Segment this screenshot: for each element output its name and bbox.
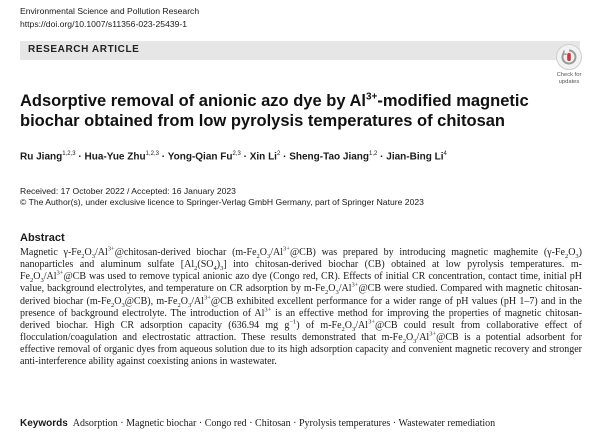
- author-affiliation: 4: [443, 151, 447, 157]
- author-affiliation: 2,3: [232, 151, 241, 157]
- received-accepted-dates: Received: 17 October 2022 / Accepted: 16 January 2023: [20, 186, 236, 196]
- keyword-list: [73, 418, 495, 429]
- author-name[interactable]: Ru Jiang: [20, 151, 63, 163]
- author-affiliation: 1,2: [369, 151, 378, 157]
- author-separator: ·: [377, 151, 387, 163]
- author-affiliation: 2: [276, 151, 281, 157]
- check-for-updates-line1: Check for: [556, 72, 582, 78]
- doi-link[interactable]: https://doi.org/10.1007/s11356-023-25439-1: [20, 19, 188, 29]
- keyword-separator: ·: [117, 418, 127, 429]
- author-affiliation: 1,2,3: [62, 151, 76, 157]
- abstract-heading: Abstract: [20, 232, 65, 244]
- keyword: Adsorption: [72, 418, 118, 429]
- keyword-separator: ·: [196, 418, 205, 429]
- title-part-1: Adsorptive removal of anionic azo dye by Al: [20, 92, 366, 110]
- author-separator: ·: [240, 151, 250, 163]
- author-name[interactable]: Xin Li: [249, 151, 277, 163]
- check-for-updates-icon: [556, 44, 582, 70]
- abstract-text: Magnetic $\gamma-Fe_2O_3/Al^{3+}@chitosan$-derived biochar $(m-Fe_2O_3/Al^{3+}@CB)$ was prepared by introducing magnetic maghemite $(\gamma-Fe_2O_3)$ nanoparticles and aluminum sulfate $[Al_2(SO_4)_3]$ into chitosan-derived biochar (CB) obtained at low pyrolysis temperatures. $m-Fe_2O_3/Al^{3+}@CB$ was used to remove typical anionic azo dye (Congo red, CR). Effects of initial CR concentration, contact time, initial pH value, background electrolytes, and temperature on CR adsorption by $m-Fe_2O_3/Al^{3+}@CB$ were studied. Compared with magnetic chitosan-derived biochar $(m-Fe_2O_3@CB)$, $m-Fe_2O_3/Al^{3+}@CB$ exhibited excellent performance for a wider range of pH values (pH 1–7) and in the presence of background electrolyte. The introduction of $Al^{3+}$ is an effective method for improving the properties of magnetic chitosan-derived biochar. High CR adsorption capacity (636.94 mg $g^{-1}$) of $m-Fe_2O_3/Al^{3+}@CB$ could result from collaborative effect of flocculation/coagulation and electrostatic attraction. These results demonstrated that $m-Fe_2O_3/Al^{3+}@CB$ is a potential adsorbent for effective removal of organic dyes from aqueous solution due to its high adsorption capacity and convenient magnetic recovery and stronger anti-interference ability against coexisting anions in wastewater.: [20, 245, 583, 368]
- author-name[interactable]: Yong-Qian Fu: [167, 151, 233, 163]
- author-name[interactable]: Hua-Yue Zhu: [84, 151, 146, 163]
- author-list: [20, 151, 447, 162]
- article-title: [20, 91, 560, 131]
- article-dates: [20, 186, 424, 208]
- check-for-updates-badge[interactable]: [552, 44, 586, 85]
- keyword-separator: ·: [246, 418, 256, 429]
- check-for-updates-text: [552, 72, 586, 85]
- article-type-label: RESEARCH ARTICLE: [28, 44, 140, 55]
- author-separator: ·: [280, 151, 290, 163]
- keyword: Wastewater remediation: [398, 418, 496, 429]
- article-type-bar: [20, 41, 580, 60]
- author-name[interactable]: Sheng-Tao Jiang: [289, 151, 370, 163]
- keyword-separator: ·: [390, 418, 399, 429]
- keyword: Magnetic biochar: [126, 418, 197, 429]
- keyword: Pyrolysis temperatures: [298, 418, 391, 429]
- keywords-heading: Keywords: [20, 418, 68, 429]
- check-for-updates-line2: updates: [558, 78, 580, 85]
- author-affiliation: 1,2,3: [145, 151, 159, 157]
- keyword: Chitosan: [255, 418, 291, 429]
- author-separator: ·: [75, 151, 85, 163]
- journal-name: Environmental Science and Pollution Research: [20, 6, 200, 16]
- author-separator: ·: [158, 151, 168, 163]
- keyword-separator: ·: [290, 418, 299, 429]
- keyword: Congo red: [204, 418, 247, 429]
- copyright-line: © The Author(s), under exclusive licence to Springer-Verlag GmbH Germany, part of Springer Nature 2023: [20, 197, 424, 207]
- author-name[interactable]: Jian-Bing Li: [386, 151, 444, 163]
- title-part-2: -modified magnetic biochar obtained from low pyrolysis temperatures of chitosan: [20, 92, 529, 130]
- keywords-line: [20, 418, 495, 429]
- title-superscript: 3+: [365, 91, 378, 103]
